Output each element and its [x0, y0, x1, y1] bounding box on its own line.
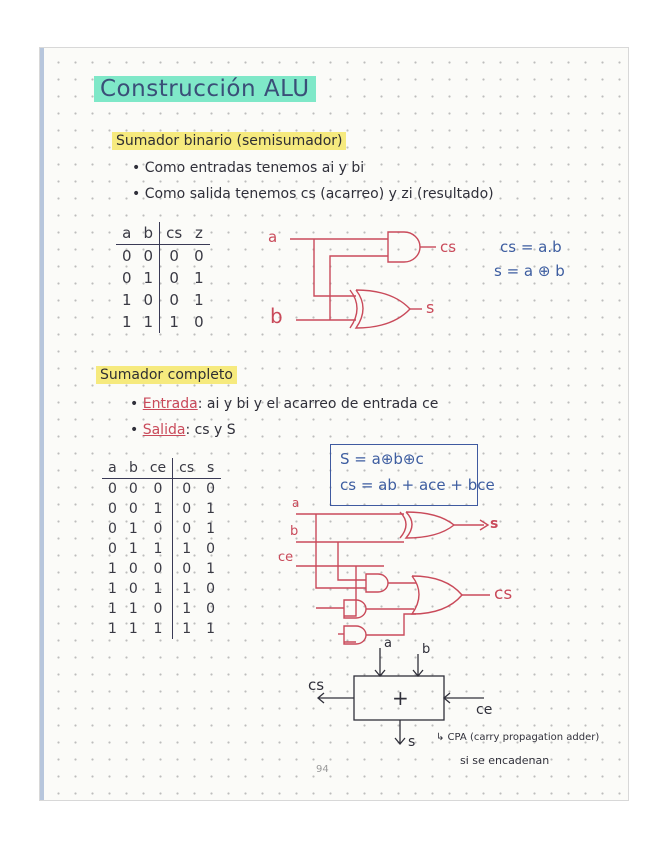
cell: 0 [153, 481, 163, 497]
full-adder-input-ce: ce [278, 550, 294, 565]
full-adder-heading: Sumador completo [96, 366, 237, 384]
cell: 1 [206, 501, 216, 517]
cell: 0 [194, 313, 204, 331]
cell: 0 [153, 561, 163, 577]
cell: 1 [143, 313, 154, 331]
or-gate [412, 576, 462, 614]
cell: 0 [206, 601, 216, 617]
half-adder-sum-equation: s = a ⊕ b [494, 262, 565, 280]
and-gate-1 [366, 574, 388, 592]
half-adder-carry-equation: cs = a.b [500, 238, 562, 256]
header-s: s [200, 458, 221, 479]
wire-b-to-and [330, 256, 388, 320]
cell: 0 [128, 561, 138, 577]
half-adder-outputs-text: • Como salida tenemos cs (acarreo) y zi (resultado) [132, 186, 494, 202]
cell: 1 [108, 601, 117, 617]
header-cs: cs [173, 458, 201, 479]
cell: 1 [122, 291, 132, 309]
half-adder-output-s: s [426, 298, 435, 317]
cell: 0 [153, 601, 163, 617]
full-adder-inputs: • Entrada: ai y bi y el acarreo de entrada ce [130, 396, 439, 412]
cell: 0 [206, 541, 216, 557]
cell: 0 [108, 501, 117, 517]
half-adder-heading: Sumador binario (semisumador) [112, 132, 346, 150]
full-adder-sum-equation: S = a⊕b⊕c [340, 450, 424, 468]
cell: 0 [128, 481, 138, 497]
cell: 1 [194, 291, 204, 309]
block-input-b: b [422, 642, 431, 657]
wire-a-to-xor [314, 239, 356, 296]
half-adder-output-cs: cs [440, 238, 457, 256]
cell: 0 [206, 481, 216, 497]
cell: 1 [128, 521, 138, 537]
entrada-label: Entrada [142, 396, 198, 412]
half-adder-input-a: a [268, 228, 278, 246]
cell: 1 [143, 269, 154, 287]
cell: 0 [122, 269, 132, 287]
cell: 1 [206, 621, 216, 637]
salida-label: Salida [142, 422, 186, 438]
header-b: b [123, 458, 144, 479]
full-adder-carry-equation: cs = ab + ace + bce [340, 476, 495, 494]
cell: 1 [173, 619, 201, 639]
cell: 0 [128, 501, 138, 517]
page-number: 94 [316, 764, 329, 775]
wire-b-and1 [338, 542, 366, 580]
cpa-chain-note: si se encadenan [460, 754, 550, 767]
cell: 0 [194, 247, 204, 265]
wires-to-or [366, 583, 416, 635]
salida-text: : cs y S [185, 422, 236, 438]
block-plus-symbol: + [392, 686, 409, 710]
circuit-diagrams [44, 48, 628, 800]
full-adder-input-a: a [292, 496, 300, 510]
cpa-note: ↳ CPA (carry propagation adder) [436, 732, 600, 743]
block-input-a: a [384, 636, 392, 651]
cell: 1 [173, 539, 201, 559]
xor-gate [350, 290, 410, 328]
header-b: b [138, 222, 160, 245]
cell: 0 [173, 559, 201, 579]
half-adder-input-b: b [270, 304, 283, 328]
cell: 1 [173, 579, 201, 599]
cell: 0 [143, 291, 154, 309]
cell: 1 [108, 581, 117, 597]
header-ce: ce [144, 458, 173, 479]
header-a: a [116, 222, 138, 245]
notebook-page [40, 48, 628, 800]
cell: 0 [122, 247, 132, 265]
entrada-text: : ai y bi y el acarreo de entrada ce [197, 396, 439, 412]
cell: 0 [108, 521, 117, 537]
cell: 0 [160, 245, 189, 268]
and-gate [388, 232, 420, 262]
cell: 0 [128, 581, 138, 597]
cell: 1 [153, 581, 163, 597]
block-output-s: s [408, 734, 416, 750]
cell: 1 [153, 501, 163, 517]
cell: 1 [108, 621, 117, 637]
header-cs: cs [160, 222, 189, 245]
block-input-ce: ce [476, 702, 493, 718]
cell: 0 [173, 499, 201, 519]
header-a: a [102, 458, 123, 479]
fa-xor-gate [400, 512, 454, 538]
cell: 1 [128, 621, 138, 637]
cell: 0 [143, 247, 154, 265]
cell: 0 [173, 519, 201, 539]
full-adder-output-s: s [490, 516, 499, 532]
cell: 0 [108, 541, 117, 557]
cell: 1 [206, 521, 216, 537]
cell: 0 [153, 521, 163, 537]
cell: 0 [108, 481, 117, 497]
cell: 1 [108, 561, 117, 577]
cell: 1 [153, 541, 163, 557]
cell: 1 [160, 311, 189, 333]
cell: 1 [194, 269, 204, 287]
cell: 1 [153, 621, 163, 637]
cell: 1 [128, 601, 138, 617]
header-z: z [188, 222, 210, 245]
block-output-cs: cs [308, 676, 325, 694]
cell: 1 [173, 599, 201, 619]
cell: 0 [206, 581, 216, 597]
cell: 1 [206, 561, 216, 577]
full-adder-output-cs: cs [494, 584, 513, 604]
wire-a-and1 [316, 514, 366, 588]
cell: 1 [128, 541, 138, 557]
full-adder-input-b: b [290, 524, 299, 539]
cell: 0 [160, 289, 189, 311]
cell: 1 [122, 313, 132, 331]
page-title: Construcción ALU [94, 76, 316, 102]
full-adder-outputs: • Salida: cs y S [130, 422, 236, 438]
half-adder-inputs-text: • Como entradas tenemos ai y bi [132, 160, 365, 176]
cell: 0 [173, 479, 201, 500]
cell: 0 [160, 267, 189, 289]
wire-ce-and [344, 566, 356, 642]
